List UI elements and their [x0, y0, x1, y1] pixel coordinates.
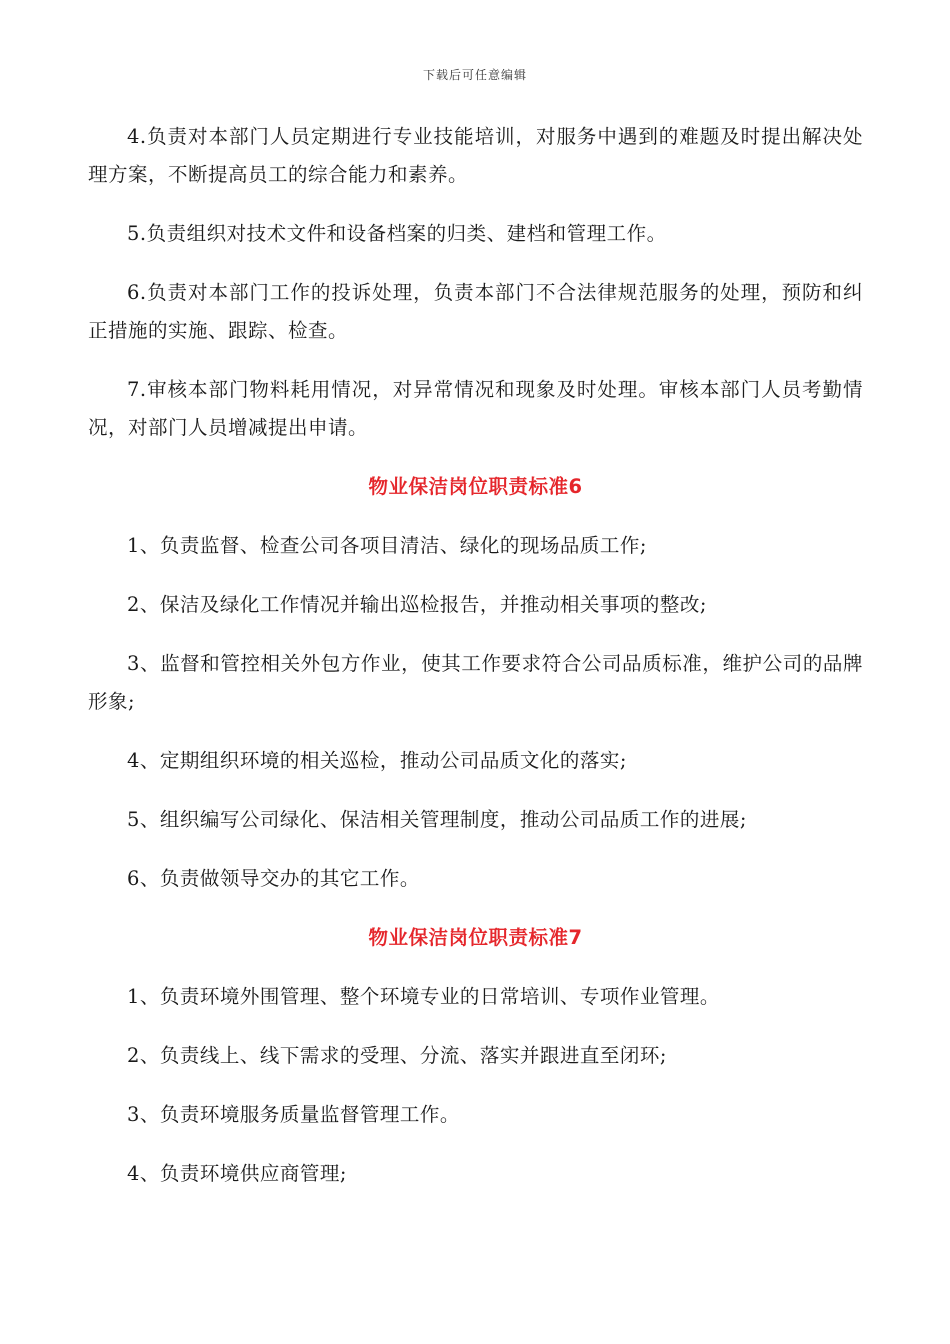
paragraph-item-5: 5.负责组织对技术文件和设备档案的归类、建档和管理工作。 — [127, 222, 667, 245]
list-item: 6、负责做领导交办的其它工作。 — [127, 867, 420, 890]
document-body — [88, 118, 863, 1214]
list-item: 3、监督和管控相关外包方作业，使其工作要求符合公司品质标准，维护公司的品牌形象; — [88, 652, 863, 713]
list-item: 4、负责环境供应商管理; — [127, 1162, 347, 1185]
list-item: 3、负责环境服务质量监督管理工作。 — [127, 1103, 460, 1126]
paragraph-item-4: 4.负责对本部门人员定期进行专业技能培训，对服务中遇到的难题及时提出解决处理方案，不断提高员工的综合能力和素养。 — [88, 125, 863, 186]
paragraph-item-7: 7.审核本部门物料耗用情况，对异常情况和现象及时处理。审核本部门人员考勤情况，对部门人员增减提出申请。 — [88, 378, 863, 439]
list-item: 2、负责线上、线下需求的受理、分流、落实并跟进直至闭环; — [127, 1044, 667, 1067]
list-item: 4、定期组织环境的相关巡检，推动公司品质文化的落实; — [127, 749, 627, 772]
list-item: 5、组织编写公司绿化、保洁相关管理制度，推动公司品质工作的进展; — [127, 808, 747, 831]
list-item: 1、负责环境外围管理、整个环境专业的日常培训、专项作业管理。 — [127, 985, 720, 1008]
list-item: 2、保洁及绿化工作情况并输出巡检报告，并推动相关事项的整改; — [127, 593, 707, 616]
section-heading-standard-7: 物业保洁岗位职责标准7 — [368, 926, 583, 949]
list-item: 1、负责监督、检查公司各项目清洁、绿化的现场品质工作; — [127, 534, 647, 557]
paragraph-item-6: 6.负责对本部门工作的投诉处理，负责本部门不合法律规范服务的处理，预防和纠正措施的实施、跟踪、检查。 — [88, 281, 863, 342]
page-header-note: 下载后可任意编辑 — [422, 68, 527, 82]
section-heading-standard-6: 物业保洁岗位职责标准6 — [368, 475, 583, 498]
